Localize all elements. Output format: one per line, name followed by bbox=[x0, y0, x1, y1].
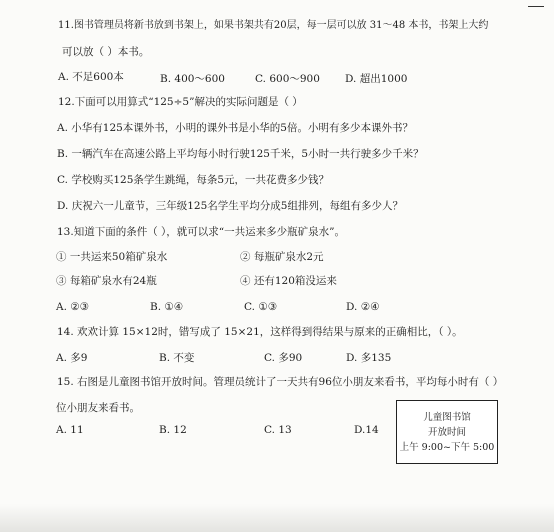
q11-option-a: A. 不足600本 bbox=[58, 71, 124, 83]
q13-condition-1: ① 一共运来50箱矿泉水 bbox=[56, 251, 168, 263]
q11-option-c: C. 600～900 bbox=[255, 73, 320, 85]
library-title: 儿童图书馆 bbox=[423, 411, 471, 423]
q13-option-a: A. ②③ bbox=[56, 301, 90, 313]
q13-option-d: D. ②④ bbox=[346, 301, 380, 313]
q12-option-a: A. 小华有125本课外书，小明的课外书是小华的5倍。小明有多少本课外书？ bbox=[57, 122, 413, 134]
q15-option-d: D.14 bbox=[354, 424, 379, 436]
q14-option-c: C. 多90 bbox=[264, 352, 303, 364]
q15-option-a: A. 11 bbox=[56, 424, 84, 436]
q14-option-a: A. 多9 bbox=[56, 352, 88, 364]
q12-option-c: C. 学校购买125条学生跳绳，每条5元，一共花费多少钱？ bbox=[57, 174, 330, 186]
q13-condition-3: ③ 每箱矿泉水有24瓶 bbox=[56, 275, 157, 287]
q11-line1: 11.图书管理员将新书放到书架上，如果书架共有20层，每一层可以放 31～48 本书，书架上大约 bbox=[58, 20, 489, 31]
q12-stem: 12.下面可以用算式“125÷5”解决的实际问题是（ ） bbox=[58, 96, 303, 108]
q15-option-c: C. 13 bbox=[264, 424, 292, 436]
q15-line2: 位小朋友来看书。 bbox=[56, 402, 140, 414]
library-subtitle: 开放时间 bbox=[427, 426, 466, 438]
q11-line2: 可以放（ ）本书。 bbox=[62, 46, 150, 58]
page-bottom-shadow bbox=[0, 504, 554, 532]
library-hours: 上午 9:00~下午 5:00 bbox=[399, 441, 495, 453]
q13-condition-2: ② 每瓶矿泉水2元 bbox=[240, 251, 324, 263]
q15-line1: 15. 右图是儿童图书馆开放时间。管理员统计了一天共有96位小朋友来看书，平均每小时有（ ） bbox=[57, 376, 504, 388]
q13-condition-4: ④ 还有120箱没运来 bbox=[240, 275, 337, 287]
q15-option-b: B. 12 bbox=[159, 424, 187, 436]
q14-option-b: B. 不变 bbox=[159, 352, 195, 364]
q14-option-d: D. 多135 bbox=[346, 352, 392, 364]
q12-option-b: B. 一辆汽车在高速公路上平均每小时行驶125千米，5小时一共行驶多少千米？ bbox=[57, 148, 424, 160]
q13-option-b: B. ①④ bbox=[150, 301, 184, 313]
q12-option-d: D. 庆祝六一儿童节，三年级125名学生平均分成5组排列，每组有多少人？ bbox=[57, 200, 403, 212]
q13-stem: 13.知道下面的条件（ ），就可以求“一共运来多少瓶矿泉水”。 bbox=[57, 226, 346, 238]
q13-option-c: C. ①③ bbox=[244, 301, 278, 313]
q11-option-b: B. 400～600 bbox=[160, 73, 225, 85]
q14-stem: 14. 欢欢计算 15×12时，错写成了 15×21，这样得到得结果与原来的正确相比，（ ）。 bbox=[57, 326, 463, 338]
q11-option-d: D. 超出1000 bbox=[345, 73, 408, 85]
library-hours-box bbox=[396, 400, 498, 464]
